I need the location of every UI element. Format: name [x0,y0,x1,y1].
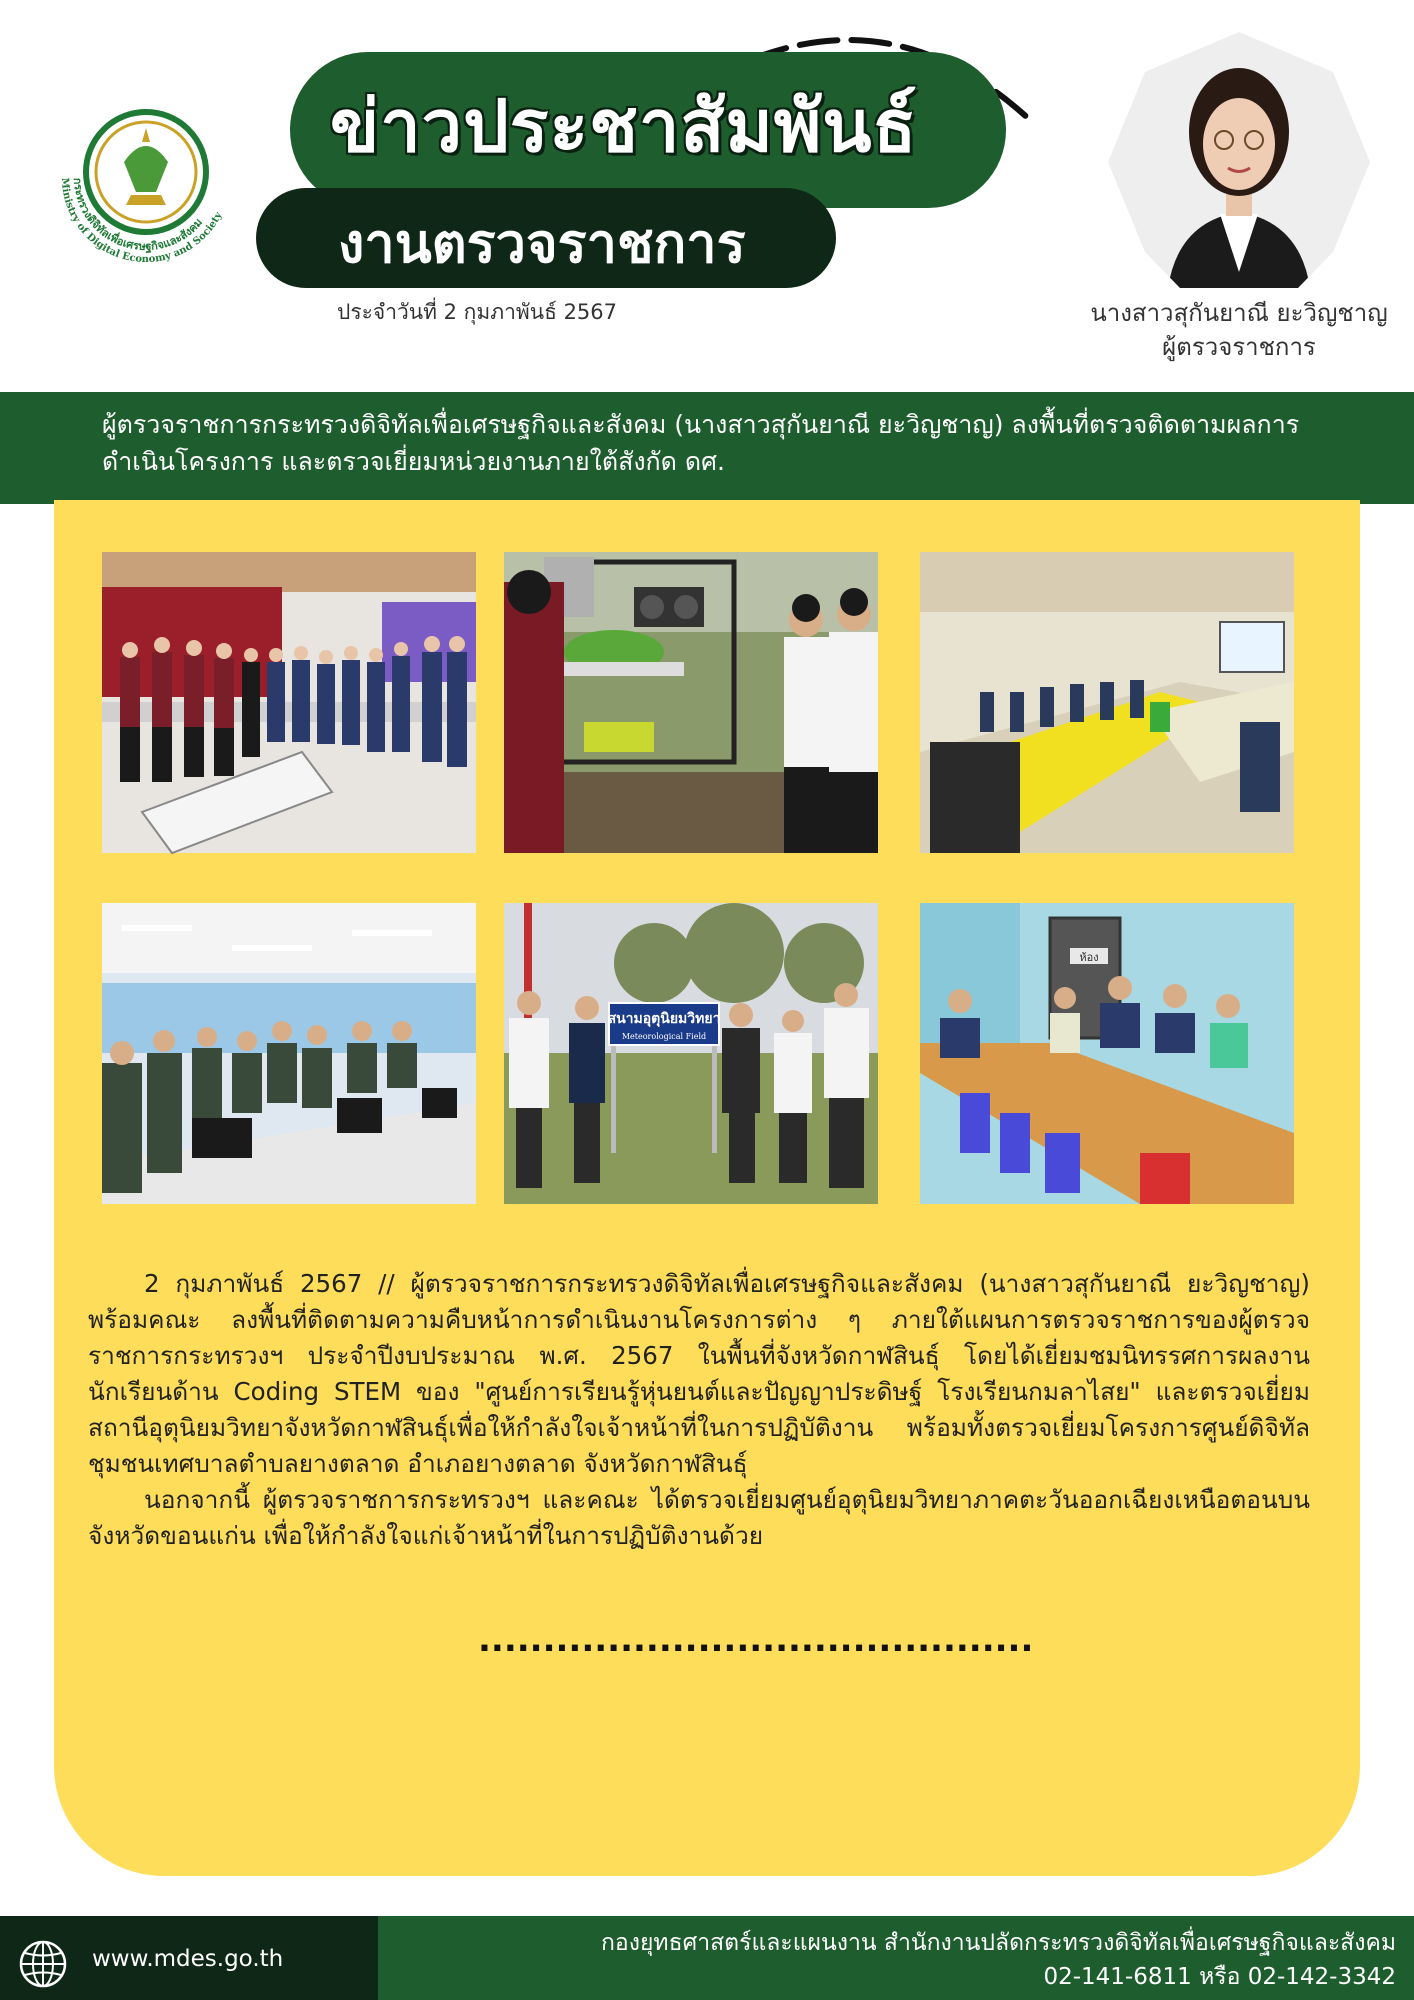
globe-icon [18,1939,68,1989]
photo-hydroponic-project [504,552,878,853]
footer-contact [400,1926,1396,1994]
issue-date: ประจำวันที่ 2 กุมภาพันธ์ 2567 [337,300,618,324]
article-body [88,1266,1310,1554]
photo-robot-exhibition [102,552,476,853]
ministry-logo [46,100,246,270]
photo-meteorological-field [504,903,878,1204]
svg-text:Meteorological Field: Meteorological Field [621,1032,707,1041]
organization-name: กองยุทธศาสตร์และแผนงาน สำนักงานปลัดกระทรวงดิจิทัลเพื่อเศรษฐกิจและสังคม [600,1930,1396,1956]
dotted-divider: ........................................... [478,1620,1034,1660]
inspector-caption [1074,296,1404,364]
headline-text: ผู้ตรวจราชการกระทรวงดิจิทัลเพื่อเศรษฐกิจและสังคม (นางสาวสุกันยาณี ยะวิญชาญ) ลงพื้นที่ตรวจติดตามผลการดำเนินโครงการ และตรวจเยี่ยมหน่วยงานภายใต้สังกัด ดศ. [102,410,1300,476]
page-subtitle: งานตรวจราชการ [338,212,746,275]
phone-numbers: 02-141-6811 หรือ 02-142-3342 [1043,1964,1396,1990]
inspector-title: ผู้ตรวจราชการ [1162,333,1316,361]
page-title: ข่าวประชาสัมพันธ์ [330,84,918,168]
article-paragraph: นอกจากนี้ ผู้ตรวจราชการกระทรวงฯ และคณะ ได้ตรวจเยี่ยมศูนย์อุตุนิยมวิทยาภาคตะวันออกเฉียงเหนือตอนบน จังหวัดขอนแก่น เพื่อให้กำลังใจแก่เจ้าหน้าที่ในการปฏิบัติงานด้วย [88,1485,1310,1550]
svg-text:Ministry of Digital Economy an: Ministry of Digital Economy and Society [58,177,225,266]
inspector-name: นางสาวสุกันยาณี ยะวิญชาญ [1090,299,1388,327]
svg-text:สนามอุตุนิยมวิทยา: สนามอุตุนิยมวิทยา [607,1011,721,1027]
svg-text:กระทรวงดิจิทัลเพื่อเศรษฐกิจและ: กระทรวงดิจิทัลเพื่อเศรษฐกิจและสังคม [70,177,206,254]
website-link[interactable]: www.mdes.go.th [92,1946,284,1972]
photo-meeting-room [920,552,1294,853]
svg-text:ห้อง: ห้อง [1079,951,1099,964]
inspector-portrait [1108,32,1370,288]
photo-digital-center [102,903,476,1204]
article-paragraph: 2 กุมภาพันธ์ 2567 // ผู้ตรวจราชการกระทรวงดิจิทัลเพื่อเศรษฐกิจและสังคม (นางสาวสุกันยาณี ยะวิญชาญ) พร้อมคณะ ลงพื้นที่ติดตามความคืบหน้าการดำเนินงานโครงการต่าง ๆ ภายใต้แผนการตรวจราชการของผู้ตรวจราชการกระทรวงฯ ประจำปีงบประมาณ พ.ศ. 2567 ในพื้นที่จังหวัดกาฬสินธุ์ โดยได้เยี่ยมชมนิทรรศการผลงานนักเรียนด้าน Coding STEM ของ "ศูนย์การเรียนรู้หุ่นยนต์และปัญญาประดิษฐ์ โรงเรียนกมลาไสย" และตรวจเยี่ยมสถานีอุตุนิยมวิทยาจังหวัดกาฬสินธุ์เพื่อให้กำลังใจเจ้าหน้าที่ในการปฏิบัติงาน พร้อมทั้งตรวจเยี่ยมโครงการศูนย์ดิจิทัลชุมชนเทศบาลตำบลยางตลาด อำเภอยางตลาด จังหวัดกาฬสินธุ์ [88,1269,1310,1478]
photo-khon-kaen-meeting [920,903,1294,1204]
